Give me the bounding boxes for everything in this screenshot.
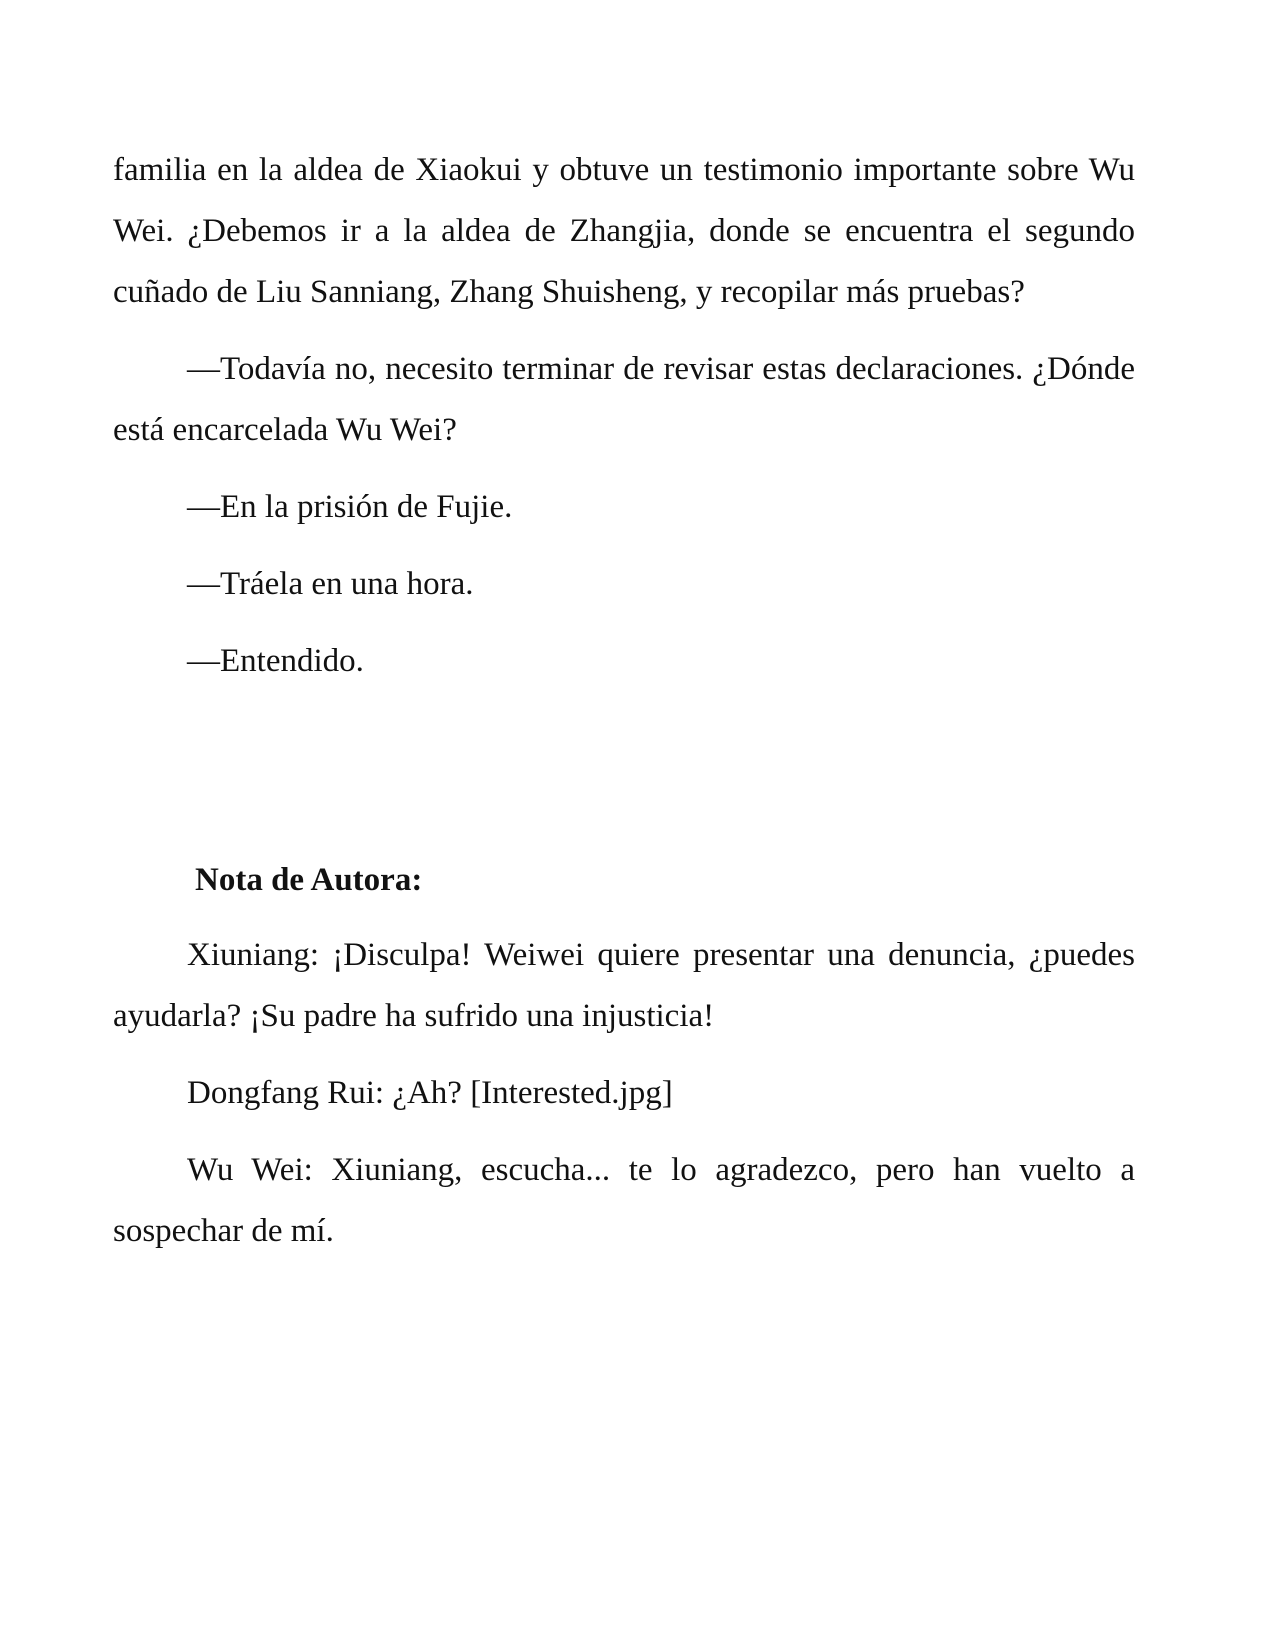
- story-paragraph: —Todavía no, necesito terminar de revisar estas declaraciones. ¿Dónde está encarcelada Wu Wei?: [113, 351, 1135, 448]
- author-note-paragraph: Xiuniang: ¡Disculpa! Weiwei quiere presentar una denuncia, ¿puedes ayudarla? ¡Su padre ha sufrido una injusticia!: [113, 937, 1135, 1034]
- author-note-title: Nota de Autora:: [195, 862, 423, 898]
- author-note-paragraph: Dongfang Rui: ¿Ah? [Interested.jpg]: [187, 1075, 673, 1111]
- author-note-section: [113, 925, 1135, 1262]
- story-paragraph: familia en la aldea de Xiaokui y obtuve un testimonio importante sobre Wu Wei. ¿Debemos ir a la aldea de Zhangjia, donde se encuentra el segundo cuñado de Liu Sanniang, Zhang Shuisheng, y recopilar más pruebas?: [113, 152, 1135, 310]
- story-paragraph: —En la prisión de Fujie.: [187, 489, 513, 525]
- author-note-paragraph: Wu Wei: Xiuniang, escucha... te lo agradezco, pero han vuelto a sospechar de mí.: [113, 1152, 1135, 1249]
- story-paragraph: —Entendido.: [187, 643, 364, 679]
- story-paragraph: —Tráela en una hora.: [187, 566, 474, 602]
- story-section: [113, 140, 1135, 692]
